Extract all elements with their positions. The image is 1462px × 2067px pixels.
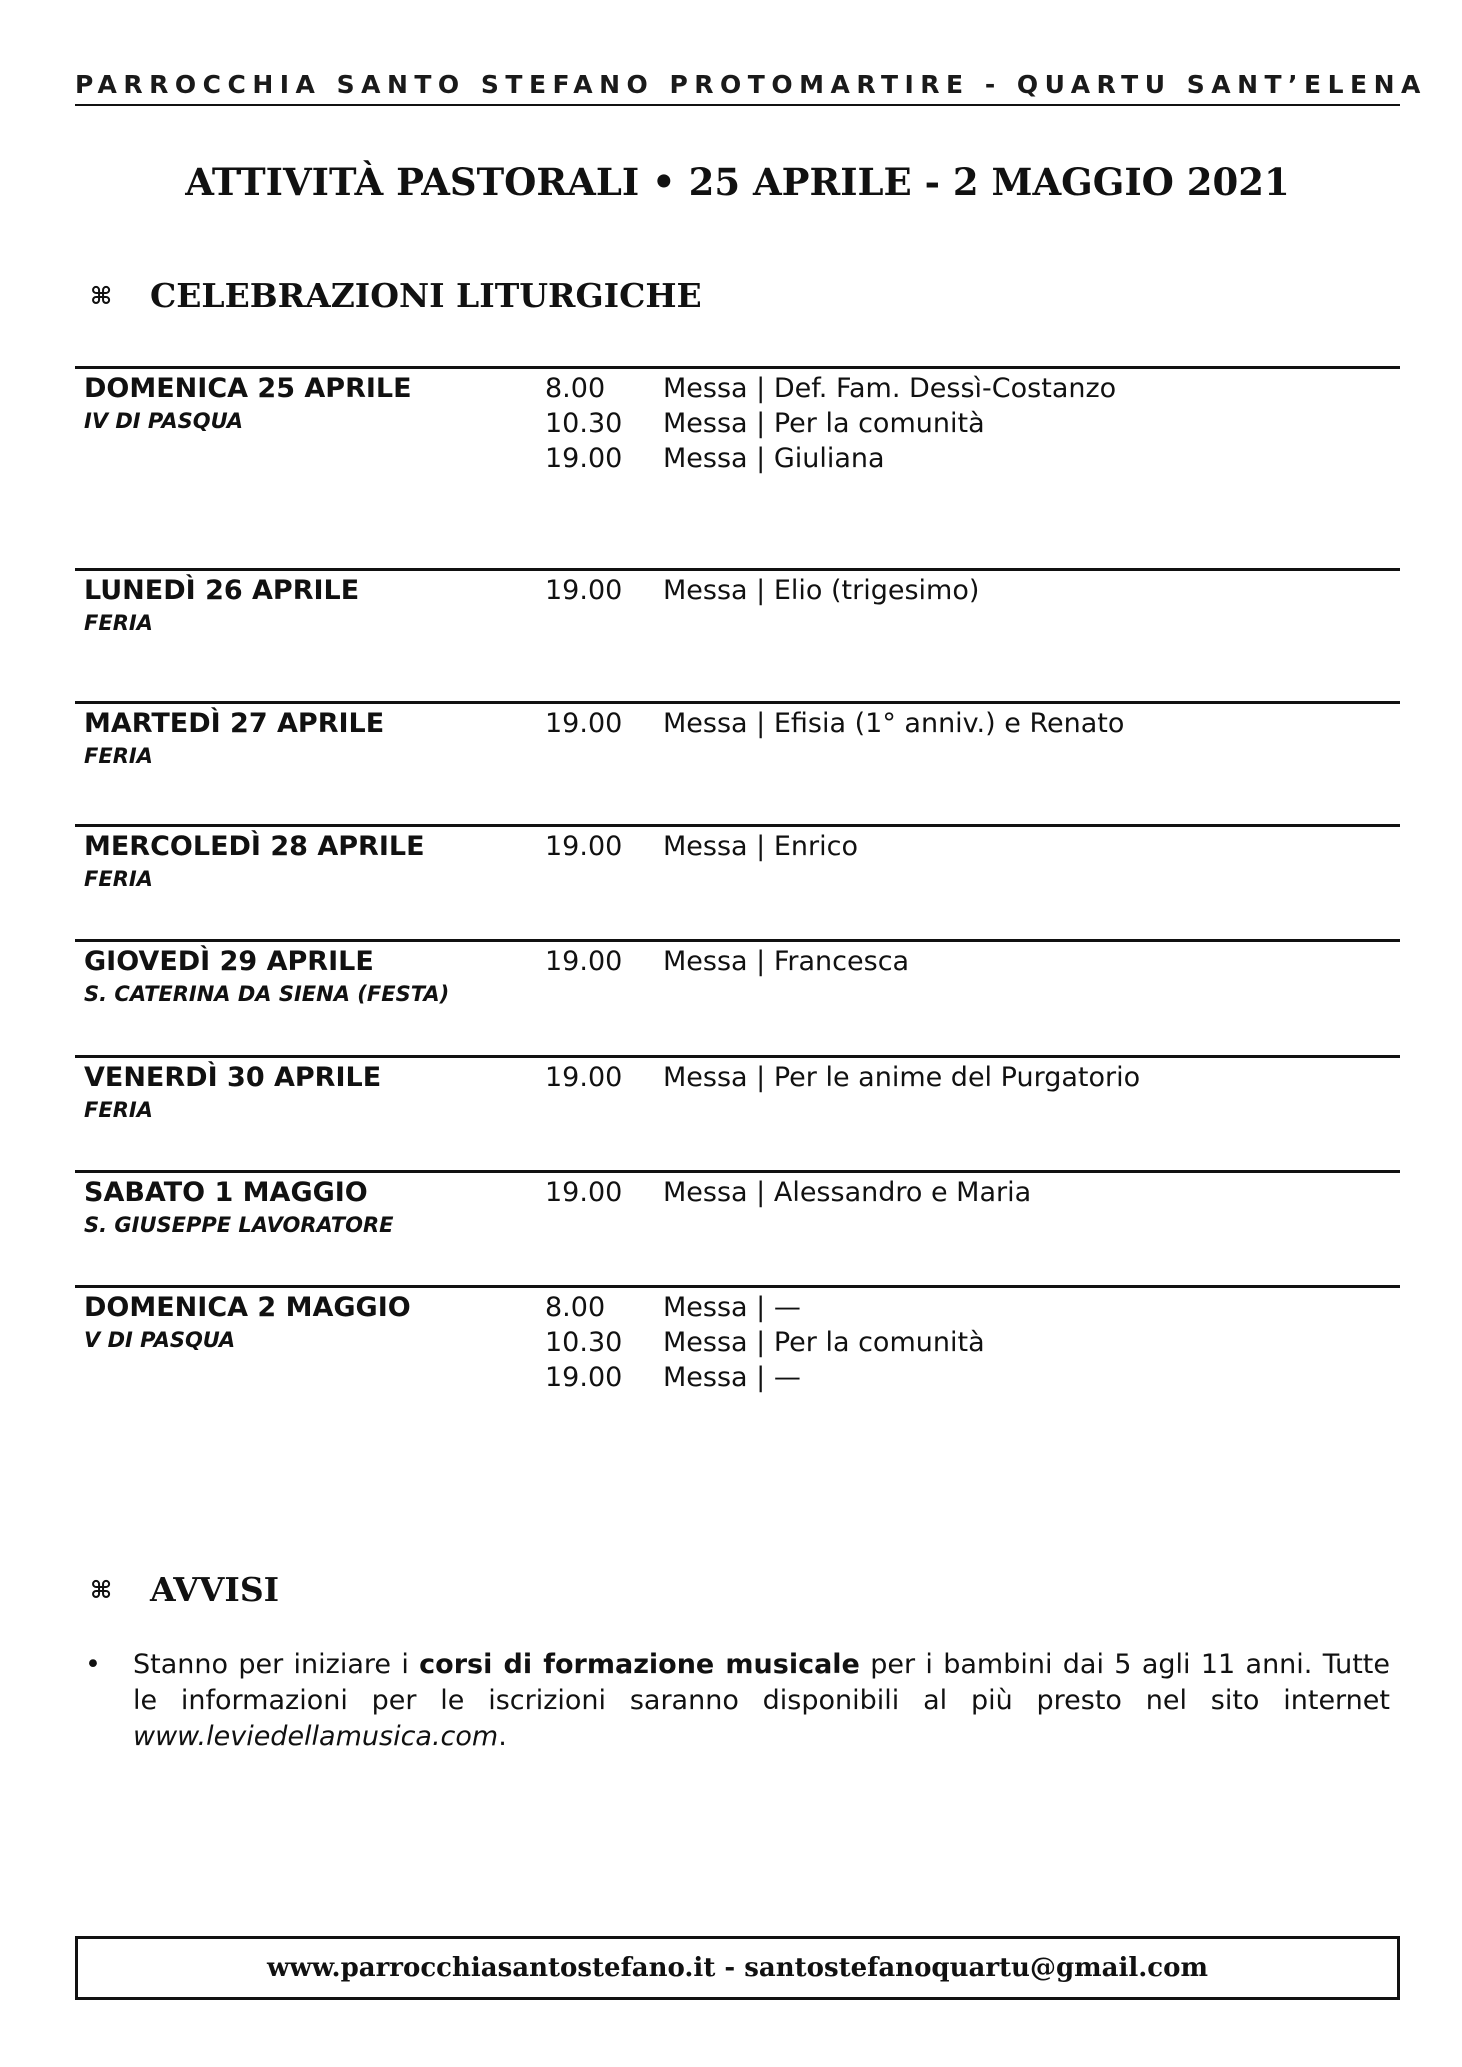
day-name: MARTEDÌ 27 APRILE [84, 708, 385, 739]
day-row-sabato-1 [75, 1170, 1400, 1237]
section-marker-icon: ⌘ [90, 280, 113, 310]
mass-time: 19.00 [545, 1177, 623, 1208]
day-name: DOMENICA 25 APRILE [84, 373, 412, 404]
mass-list [545, 1060, 1385, 1095]
section-avvisi-title: AVVISI [150, 1570, 280, 1609]
mass-entry [545, 1175, 1385, 1210]
day-name: DOMENICA 2 MAGGIO [84, 1292, 411, 1323]
avviso-text-end: . [498, 1721, 507, 1752]
mass-list [545, 829, 1385, 864]
mass-list [545, 944, 1385, 979]
avviso-text-after: per i bambini dai 5 agli 11 anni. Tutte le informazioni per le iscrizioni saranno disponibili al più presto nel sito internet [133, 1649, 1391, 1716]
mass-list [545, 706, 1385, 741]
day-subtitle: S. GIUSEPPE LAVORATORE [84, 1213, 394, 1237]
day-row-martedi-27 [75, 701, 1400, 768]
day-row-mercoledi-28 [75, 824, 1400, 891]
day-row-giovedi-29 [75, 939, 1400, 1006]
mass-entry [545, 829, 1385, 864]
mass-entry [545, 944, 1385, 979]
mass-intention: Messa | Def. Fam. Dessì-Costanzo [663, 373, 1117, 404]
mass-time: 10.30 [545, 408, 623, 439]
day-subtitle: FERIA [84, 867, 153, 891]
day-row-lunedi-26 [75, 568, 1400, 635]
day-name: VENERDÌ 30 APRILE [84, 1062, 382, 1093]
mass-entry [545, 406, 1385, 441]
mass-time: 8.00 [545, 1292, 606, 1323]
section-marker-icon: ⌘ [90, 1574, 113, 1604]
mass-intention: Messa | — [663, 1292, 801, 1323]
bullet-icon: • [85, 1649, 101, 1680]
mass-intention: Messa | Enrico [663, 831, 858, 862]
day-name: MERCOLEDÌ 28 APRILE [84, 831, 425, 862]
mass-time: 19.00 [545, 443, 623, 474]
mass-intention: Messa | — [663, 1362, 801, 1393]
mass-entry [545, 1060, 1385, 1095]
mass-intention: Messa | Alessandro e Maria [663, 1177, 1032, 1208]
parish-header: PARROCCHIA SANTO STEFANO PROTOMARTIRE - QUARTU SANT’ELENA [75, 70, 1427, 99]
day-subtitle: FERIA [84, 611, 153, 635]
section-celebrazioni [90, 276, 702, 315]
mass-entry [545, 706, 1385, 741]
mass-entry [545, 1290, 1385, 1325]
mass-time: 10.30 [545, 1327, 623, 1358]
day-subtitle: FERIA [84, 1098, 153, 1122]
avviso-text-before: Stanno per iniziare i [133, 1649, 420, 1680]
mass-intention: Messa | Francesca [663, 946, 910, 977]
avviso-item [85, 1647, 1390, 1755]
footer-contacts: www.parrocchiasantostefano.it - santostefanoquartu@gmail.com [75, 1936, 1400, 2000]
mass-intention: Messa | Per la comunità [663, 408, 985, 439]
mass-intention: Messa | Per le anime del Purgatorio [663, 1062, 1141, 1093]
mass-intention: Messa | Per la comunità [663, 1327, 985, 1358]
mass-time: 19.00 [545, 708, 623, 739]
mass-time: 19.00 [545, 575, 623, 606]
mass-entry [545, 573, 1385, 608]
mass-time: 8.00 [545, 373, 606, 404]
mass-time: 19.00 [545, 1362, 623, 1393]
mass-intention: Messa | Elio (trigesimo) [663, 575, 980, 606]
mass-entry [545, 441, 1385, 476]
day-name: SABATO 1 MAGGIO [84, 1177, 368, 1208]
day-subtitle: S. CATERINA DA SIENA (FESTA) [84, 982, 450, 1006]
section-avvisi [90, 1570, 279, 1609]
header-divider [75, 104, 1400, 106]
mass-list [545, 573, 1385, 608]
day-row-domenica-25 [75, 366, 1400, 474]
day-row-domenica-2 [75, 1285, 1400, 1393]
mass-intention: Messa | Giuliana [663, 443, 885, 474]
avviso-website-link[interactable]: www.leviedellamusica.com [133, 1721, 499, 1752]
day-row-venerdi-30 [75, 1055, 1400, 1122]
mass-time: 19.00 [545, 946, 623, 977]
mass-list [545, 1175, 1385, 1210]
day-name: LUNEDÌ 26 APRILE [84, 575, 360, 606]
mass-intention: Messa | Efisia (1° anniv.) e Renato [663, 708, 1125, 739]
section-celebrazioni-title: CELEBRAZIONI LITURGICHE [150, 276, 702, 315]
mass-entry [545, 1360, 1385, 1395]
avvisi-list [85, 1647, 1390, 1755]
mass-time: 19.00 [545, 831, 623, 862]
avviso-highlight: corsi di formazione musicale [419, 1649, 860, 1680]
mass-time: 19.00 [545, 1062, 623, 1093]
day-subtitle: V DI PASQUA [84, 1328, 236, 1352]
day-name: GIOVEDÌ 29 APRILE [84, 946, 374, 977]
mass-list [545, 371, 1385, 476]
day-subtitle: FERIA [84, 744, 153, 768]
page-title: ATTIVITÀ PASTORALI • 25 APRILE - 2 MAGGIO 2021 [185, 160, 1290, 204]
mass-list [545, 1290, 1385, 1395]
mass-entry [545, 371, 1385, 406]
mass-entry [545, 1325, 1385, 1360]
day-subtitle: IV DI PASQUA [84, 409, 243, 433]
